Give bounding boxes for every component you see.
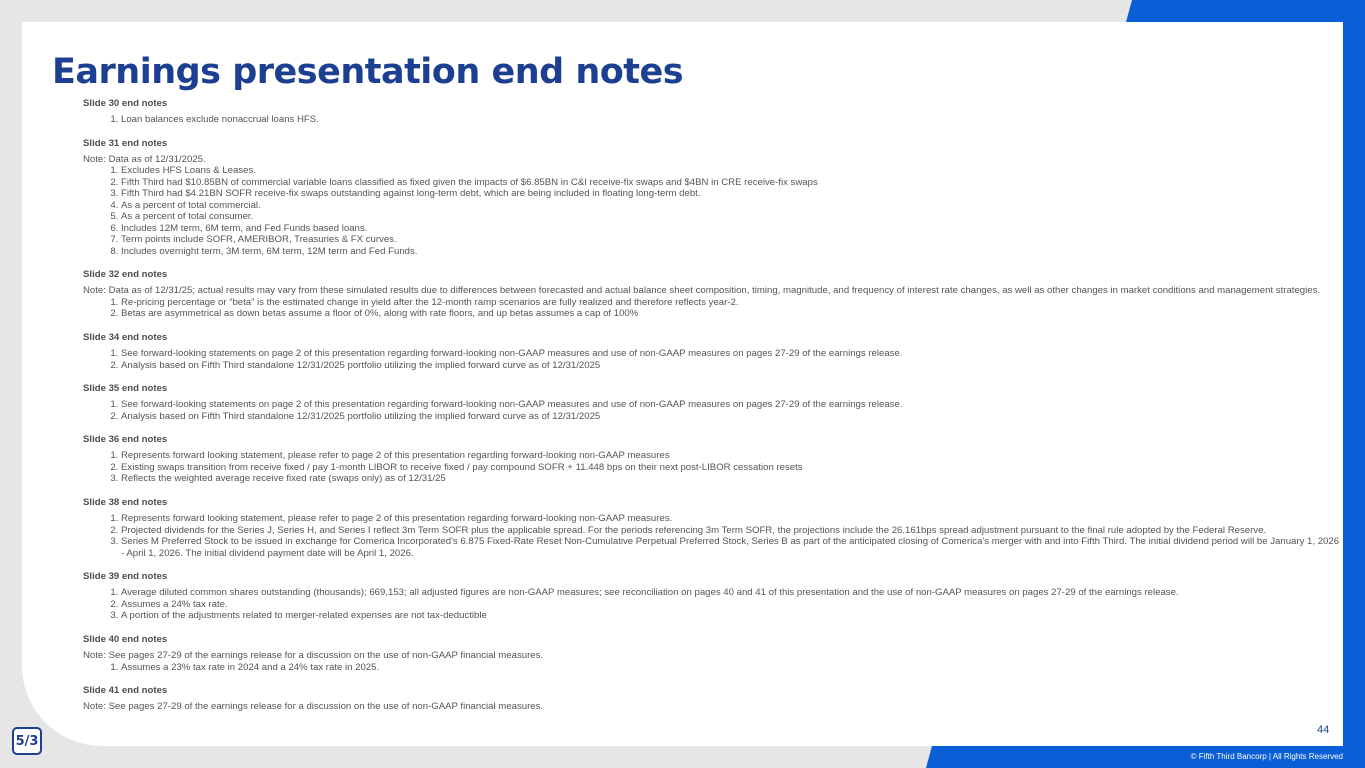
note-list (83, 450, 1341, 485)
section-title: Slide 38 end notes (83, 497, 168, 509)
top-accent-bar (1126, 0, 1365, 22)
notes-section (83, 497, 1341, 559)
section-title: Slide 40 end notes (83, 634, 168, 645)
fifth-third-logo-icon: 5/3 (12, 727, 42, 755)
section-title: Slide 35 end notes (83, 383, 168, 395)
notes-section (83, 685, 1341, 713)
note-list (83, 114, 1341, 126)
list-item: 3. Reflects the weighted average receive fixed rate (swaps only) as of 12/31/25 (121, 473, 1341, 485)
section-title: Slide 34 end notes (83, 332, 168, 344)
list-item: 1. Represents forward looking statement, please refer to page 2 of this presentation regarding forward-looking non-GAAP measures. (121, 513, 1341, 525)
section-title: Slide 39 end notes (83, 571, 168, 583)
list-item: 2. Fifth Third had $10.85BN of commercial variable loans classified as fixed given the impacts of $6.85BN in C&I receive-fix swaps and $4BN in CRE receive-fix swaps (121, 177, 1341, 189)
list-item: 2. Projected dividends for the Series J, Series H, and Series I reflect 3m Term SOFR plus the applicable spread. For the periods referencing 3m Term SOFR, the projections include the 26.161bps spread adjustment pursuant to the final rule adopted by the Federal Reserve. (121, 525, 1341, 537)
list-item: 3. Series M Preferred Stock to be issued in exchange for Comerica Incorporated's 6.875 Fixed-Rate Reset Non-Cumulative Perpetual Preferred Stock, Series B as part of the anticipated closing of Comerica's merger with and into Fifth Third. The initial dividend period will be January 1, 2026 - April 1, 2026. The initial dividend payment date will be April 1, 2026. (121, 536, 1341, 559)
list-item: 2. Existing swaps transition from receive fixed / pay 1-month LIBOR to receive fixed / pay compound SOFR + 11.448 bps on their next post-LIBOR cessation resets (121, 462, 1341, 474)
page-number: 44 (1317, 724, 1330, 736)
note-list (83, 165, 1341, 257)
list-item: 1. Represents forward looking statement, please refer to page 2 of this presentation regarding forward-looking non-GAAP measures (121, 450, 1341, 462)
note-list (83, 348, 1341, 371)
list-item: 7. Term points include SOFR, AMERIBOR, Treasuries & FX curves. (121, 234, 1341, 246)
notes-section (83, 571, 1341, 622)
list-item: 8. Includes overnight term, 3M term, 6M term, 12M term and Fed Funds. (121, 246, 1341, 258)
right-accent-bar (1343, 0, 1365, 768)
copyright: © Fifth Third Bancorp | All Rights Reserved (1190, 752, 1343, 761)
notes-section (83, 138, 1341, 258)
list-item: 5. As a percent of total consumer. (121, 211, 1341, 223)
list-item: 1. Average diluted common shares outstanding (thousands); 669,153; all adjusted figures are non-GAAP measures; see reconciliation on pages 40 and 41 of this presentation and the use of non-GAAP measures on pages 27-29 of the earnings release. (121, 587, 1341, 599)
list-item: 3. A portion of the adjustments related to merger-related expenses are not tax-deductible (121, 610, 1341, 622)
list-item: 2. Analysis based on Fifth Third standalone 12/31/2025 portfolio utilizing the implied forward curve as of 12/31/2025 (121, 360, 1341, 372)
list-item: 1. See forward-looking statements on page 2 of this presentation regarding forward-looking non-GAAP measures and use of non-GAAP measures on pages 27-29 of the earnings release. (121, 399, 1341, 411)
section-title: Slide 36 end notes (83, 434, 168, 446)
note-list (83, 513, 1341, 559)
section-title: Slide 41 end notes (83, 685, 168, 697)
section-note: Note: Data as of 12/31/2025. (83, 153, 206, 165)
list-item: 4. As a percent of total commercial. (121, 200, 1341, 212)
note-list (83, 587, 1341, 622)
list-item: 1. Excludes HFS Loans & Leases. (121, 165, 1341, 177)
list-item: 2. Betas are asymmetrical as down betas assume a floor of 0%, along with rate floors, and up betas assumes a cap of 100% (121, 308, 1341, 320)
list-item: 2. Assumes a 24% tax rate. (121, 599, 1341, 611)
notes-section (83, 434, 1341, 485)
list-item: 1. Assumes a 23% tax rate in 2024 and a 24% tax rate in 2025. (121, 662, 1341, 674)
note-list (83, 399, 1341, 422)
notes-section (83, 383, 1341, 422)
list-item: 6. Includes 12M term, 6M term, and Fed Funds based loans. (121, 223, 1341, 235)
end-notes (83, 98, 1341, 725)
list-item: 1. Re-pricing percentage or “beta” is the estimated change in yield after the 12-month ramp scenarios are fully realized and therefore reflects year-2. (121, 297, 1341, 309)
list-item: 3. Fifth Third had $4.21BN SOFR receive-fix swaps outstanding against long-term debt, which are being included in floating long-term debt. (121, 188, 1341, 200)
list-item: 1. Loan balances exclude nonaccrual loans HFS. (121, 114, 1341, 126)
notes-section (83, 634, 1341, 673)
section-note: Note: See pages 27-29 of the earnings release for a discussion on the use of non-GAAP financial measures. (83, 701, 544, 713)
page-title: Earnings presentation end notes (52, 52, 684, 92)
note-list (83, 662, 1341, 674)
notes-section (83, 98, 1341, 126)
list-item: 1. See forward-looking statements on page 2 of this presentation regarding forward-looking non-GAAP measures and use of non-GAAP measures on pages 27-29 of the earnings release. (121, 348, 1341, 360)
list-item: 2. Analysis based on Fifth Third standalone 12/31/2025 portfolio utilizing the implied forward curve as of 12/31/2025 (121, 411, 1341, 423)
section-note: Note: Data as of 12/31/25; actual results may vary from these simulated results due to differences between forecasted and actual balance sheet composition, timing, magnitude, and frequency of interest rate changes, as well as other changes in market conditions and management strategies. (83, 285, 1321, 297)
section-title: Slide 32 end notes (83, 269, 168, 281)
notes-section (83, 269, 1341, 320)
note-list (83, 297, 1341, 320)
section-title: Slide 31 end notes (83, 137, 168, 149)
notes-section (83, 332, 1341, 371)
section-title: Slide 30 end notes (83, 98, 168, 109)
section-note: Note: See pages 27-29 of the earnings release for a discussion on the use of non-GAAP financial measures. (83, 650, 544, 661)
